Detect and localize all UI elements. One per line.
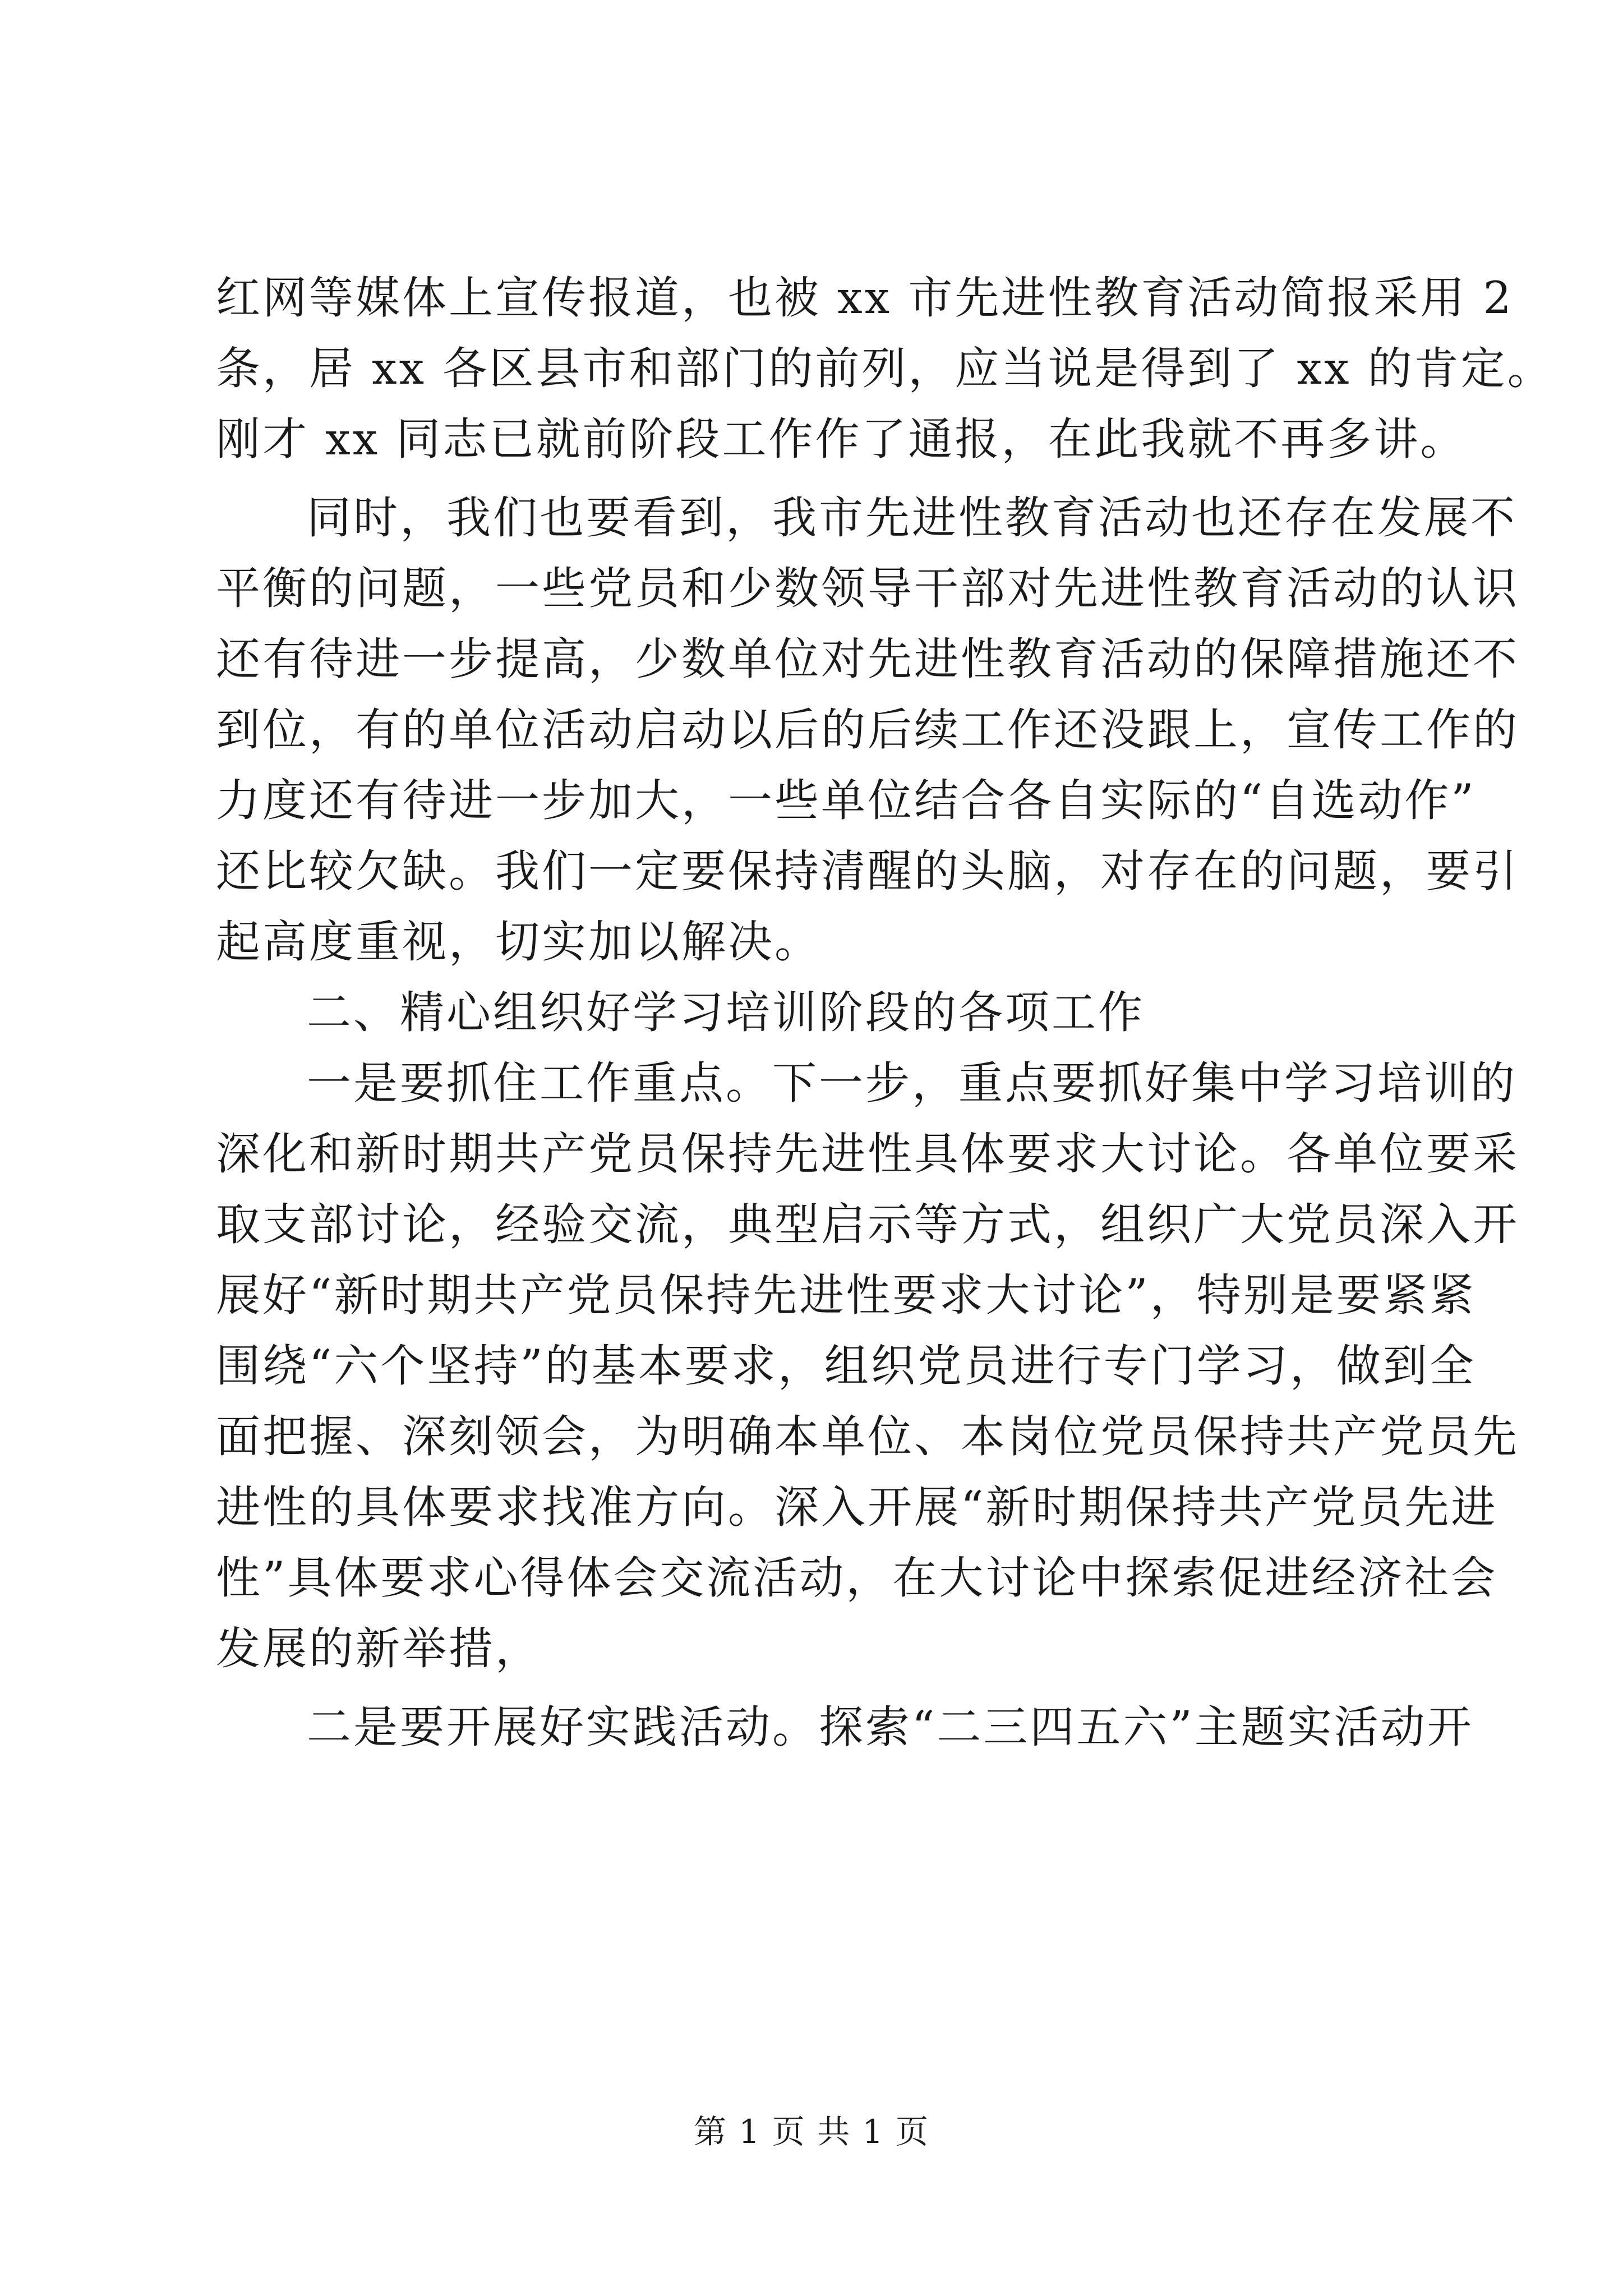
text-line: 刚才 xx 同志已就前阶段工作作了通报，在此我就不再多讲。 — [216, 413, 1467, 465]
section-heading: 二、精心组织好学习培训阶段的各项工作 — [307, 987, 1145, 1038]
text-line: 进性的具体要求找准方向。深入开展“新时期保持共产党员先进 — [216, 1481, 1498, 1533]
text-line: 深化和新时期共产党员保持先进性具体要求大讨论。各单位要采 — [216, 1128, 1519, 1180]
text-line: 条，居 xx 各区县市和部门的前列，应当说是得到了 xx 的肯定。 — [216, 343, 1554, 394]
text-line: 还有待进一步提高，少数单位对先进性教育活动的保障措施还不 — [216, 633, 1519, 685]
text-line: 围绕“六个坚持”的基本要求，组织党员进行专门学习，做到全 — [216, 1340, 1476, 1392]
text-line: 展好“新时期共产党员保持先进性要求大讨论”，特别是要紧紧 — [216, 1269, 1476, 1321]
text-line: 力度还有待进一步加大，一些单位结合各自实际的“自选动作” — [216, 775, 1476, 826]
page-footer: 第 1 页 共 1 页 — [694, 2113, 929, 2151]
text-line: 性”具体要求心得体会交流活动，在大讨论中探索促进经济社会 — [216, 1552, 1498, 1604]
text-line: 还比较欠缺。我们一定要保持清醒的头脑，对存在的问题，要引 — [216, 845, 1519, 897]
text-line: 起高度重视，切实加以解决。 — [216, 916, 821, 968]
paragraph-start-line: 二是要开展好实践活动。探索“二三四五六”主题实活动开 — [307, 1701, 1474, 1753]
text-line: 红网等媒体上宣传报道，也被 xx 市先进性教育活动简报采用 2 — [216, 272, 1514, 324]
text-line: 到位，有的单位活动启动以后的后续工作还没跟上，宣传工作的 — [216, 704, 1519, 756]
document-body — [216, 263, 1554, 1763]
text-line: 发展的新举措， — [216, 1623, 542, 1674]
text-line: 平衡的问题，一些党员和少数领导干部对先进性教育活动的认识 — [216, 563, 1519, 614]
text-line: 取支部讨论，经验交流，典型启示等方式，组织广大党员深入开 — [216, 1199, 1519, 1250]
text-line: 面把握、深刻领会，为明确本单位、本岗位党员保持共产党员先 — [216, 1411, 1519, 1462]
paragraph-start-line: 一是要抓住工作重点。下一步，重点要抓好集中学习培训的 — [307, 1057, 1517, 1109]
paragraph-start-line: 同时，我们也要看到，我市先进性教育活动也还存在发展不 — [307, 492, 1517, 544]
